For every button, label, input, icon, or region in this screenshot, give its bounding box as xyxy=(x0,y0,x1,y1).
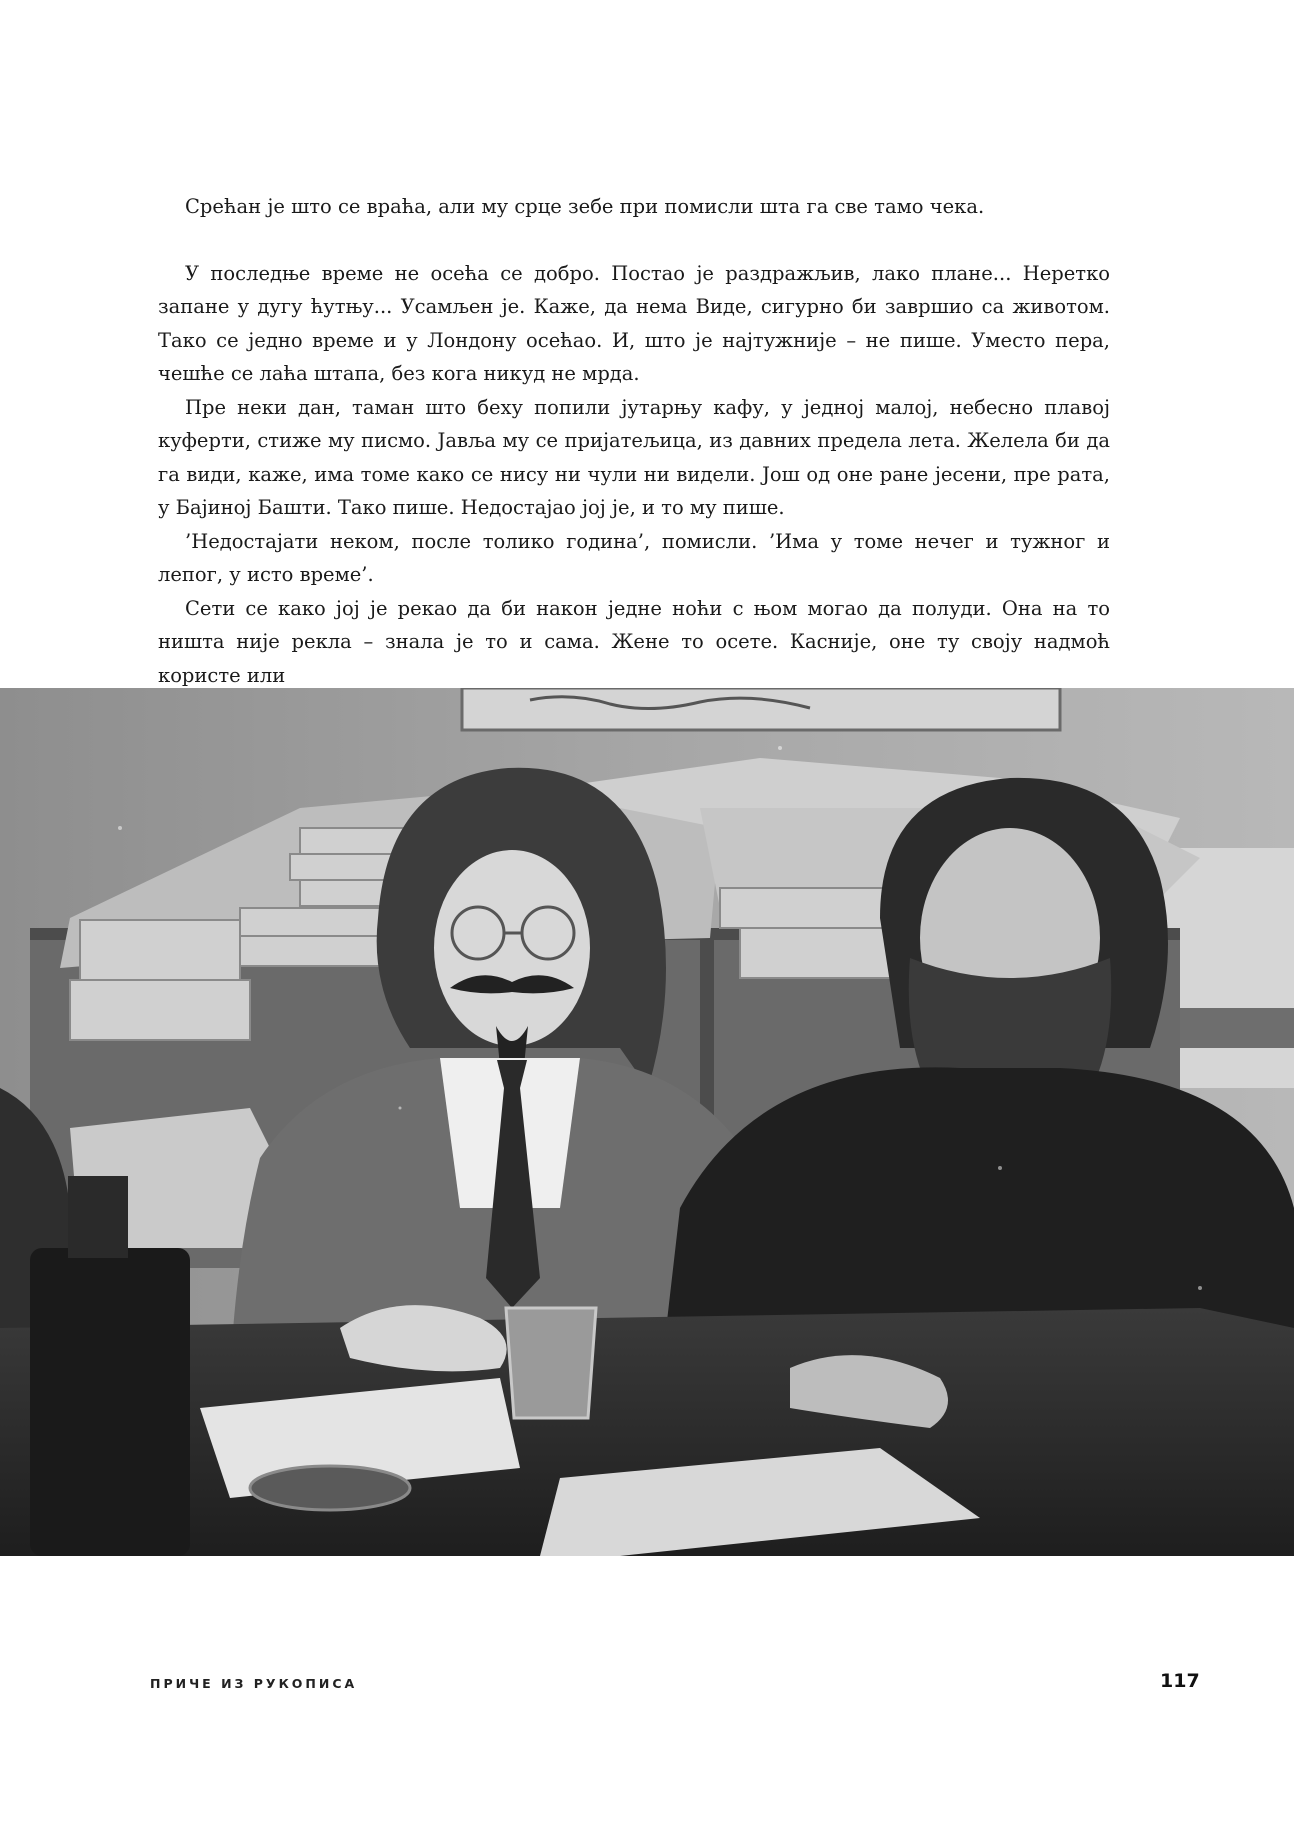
paragraph-2: У последње време не осећа се добро. Постао је раздражљив, лако плане... Неретко запане у дугу ћутњу... Усамљен је. Каже, да нема Виде, сигурно би завршио са животом. Тако се једно време и у Лондону осећао. И, што је најтужније – не пише. Уместо пера, чешће се лаћа штапа, без кога никуд не мрда. xyxy=(158,261,1110,385)
black-and-white-photo xyxy=(0,688,1294,1556)
glass xyxy=(506,1308,596,1418)
photo-illustration xyxy=(0,688,1294,1556)
body-text xyxy=(158,190,1110,692)
ashtray xyxy=(250,1466,410,1510)
wall-frame xyxy=(462,688,1060,730)
paragraph-5: Сети се како јој је рекао да би након једне ноћи с њом могао да полуди. Она на то ништа није рекла – знала је то и сама. Жене то осете. Касније, оне ту своју надмоћ користе или xyxy=(158,596,1110,687)
paragraph-3: Пре неки дан, таман што беху попили јутарњу кафу, у једној малој, небесно плавој куферти, стиже му писмо. Јавља му се пријатељица, из давних предела лета. Желела би да га види, каже, има томе како се нису ни чули ни видели. Још од оне ране јесени, пре рата, у Бајиној Башти. Тако пише. Недостајао јој је, и то му пише. xyxy=(158,395,1110,519)
paragraph-4: ’Недостајати неком, после толико година’, помисли. ’Има у томе нечег и тужног и лепог, у исто време’. xyxy=(158,529,1110,586)
paragraph-1: Срећан је што се враћа, али му срце зебе при помисли шта га све тамо чека. xyxy=(185,195,985,218)
bottle xyxy=(30,1248,190,1556)
running-title: ПРИЧЕ ИЗ РУКОПИСА xyxy=(150,1676,358,1691)
page-number: 117 xyxy=(1160,1670,1200,1692)
